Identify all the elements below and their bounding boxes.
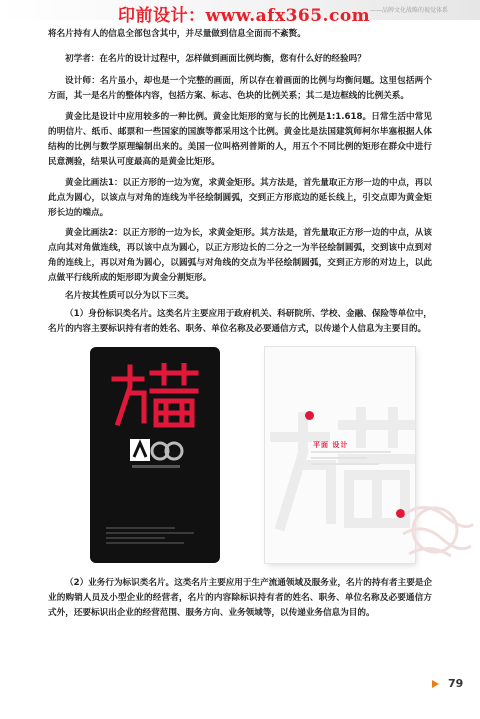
card-red-dot-top bbox=[305, 411, 314, 420]
card-contact-lines bbox=[106, 527, 204, 547]
running-head: ——品牌文化战略的视觉体系 bbox=[370, 7, 449, 14]
card-info-lines bbox=[311, 451, 391, 469]
card-brand-text: 平面 设计 bbox=[313, 441, 349, 449]
paragraph-beginner-question bbox=[48, 52, 432, 67]
paragraph-categories-intro: 名片按其性质可以分为以下三类。 bbox=[65, 291, 194, 301]
paragraph-golden-method-1: 黄金比画法1：以正方形的一边为宽，求黄金矩形。其方法是，首先量取正方形一边的中点，再以此点为圆心，以该点与对角的连线为半径绘制圆弧，交到正方形底边的延长线上，引交点即为黄金矩形长边的端点。 bbox=[48, 178, 432, 218]
business-card-dark bbox=[90, 347, 220, 563]
card-ghost-logo bbox=[265, 407, 415, 537]
paragraph-intro: 将名片持有人的信息全部包含其中，并尽量做到信息全面而不紊赘。 bbox=[48, 29, 306, 39]
paragraph-designer-answer bbox=[48, 74, 432, 104]
paragraph-golden-method-2: 黄金比画法2：以正方形的一边为长，求黄金矩形。其方法是，首先量取正方形一边的中点，从该点向其对角做连线，再以该中点为圆心，以正方形边长的二分之一为半径绘制圆弧，交到该中点到对角的连线上，再以对角为圆心，以圆弧与对角线的交点为半径绘制圆弧，交到正方形的对边上，以此点做平行线所成的矩形即为黄金分割矩形。 bbox=[48, 228, 432, 283]
page-arrow-icon bbox=[432, 680, 439, 688]
paragraph-category-1: （1）身份标识类名片。这类名片主要应用于政府机关、科研院所、学校、金融、保险等单位中，名片的内容主要标识持有者的姓名、职务、单位名称及必要通信方式，以传递个人信息为主要目的。 bbox=[48, 309, 432, 334]
watermark-url: 印前设计：www.afx365.com bbox=[118, 6, 371, 26]
card-logo-mono bbox=[128, 435, 184, 475]
card-logo-red bbox=[108, 363, 200, 433]
designer-answer-text: 名片虽小，却也是一个完整的画面，所以存在着画面的比例与均衡问题。这里包括两个方面，其一是名片的整体内容，包括方案、标志、色块的比例关系；其二是边框线的比例关系。 bbox=[48, 76, 432, 101]
beginner-question-text: 在名片的设计过程中，怎样做到画面比例均衡，您有什么好的经验吗？ bbox=[99, 54, 366, 64]
decorative-stamp bbox=[395, 494, 475, 564]
page-number: 79 bbox=[448, 677, 464, 690]
designer-label: 设计师： bbox=[65, 76, 100, 86]
paragraph-category-2: （2）业务行为标识类名片。这类名片主要应用于生产流通领域及服务业，名片的持有者主要是企业的购销人员及小型企业的经营者，名片的内容除标识持有者的姓名、职务、单位名称及必要通信方式外，还要标识出企业的经营范围、服务方向、业务领域等，以传递业务信息为目的。 bbox=[48, 578, 432, 618]
beginner-label: 初学者： bbox=[65, 54, 100, 64]
paragraph-golden-ratio: 黄金比是设计中应用较多的一种比例。黄金比矩形的宽与长的比例是1:1.618。日常生活中常见的明信片、纸币、邮票和一些国家的国旗等都采用这个比例。黄金比是法国建筑师柯尔毕塞根据人体结构的比例与数学原理编制出来的。美国一位叫格列普斯的人，用五个不同比例的矩形在群众中进行民意测验，结果认可度最高的是黄金比矩形。 bbox=[48, 112, 432, 167]
business-card-light bbox=[265, 347, 415, 563]
